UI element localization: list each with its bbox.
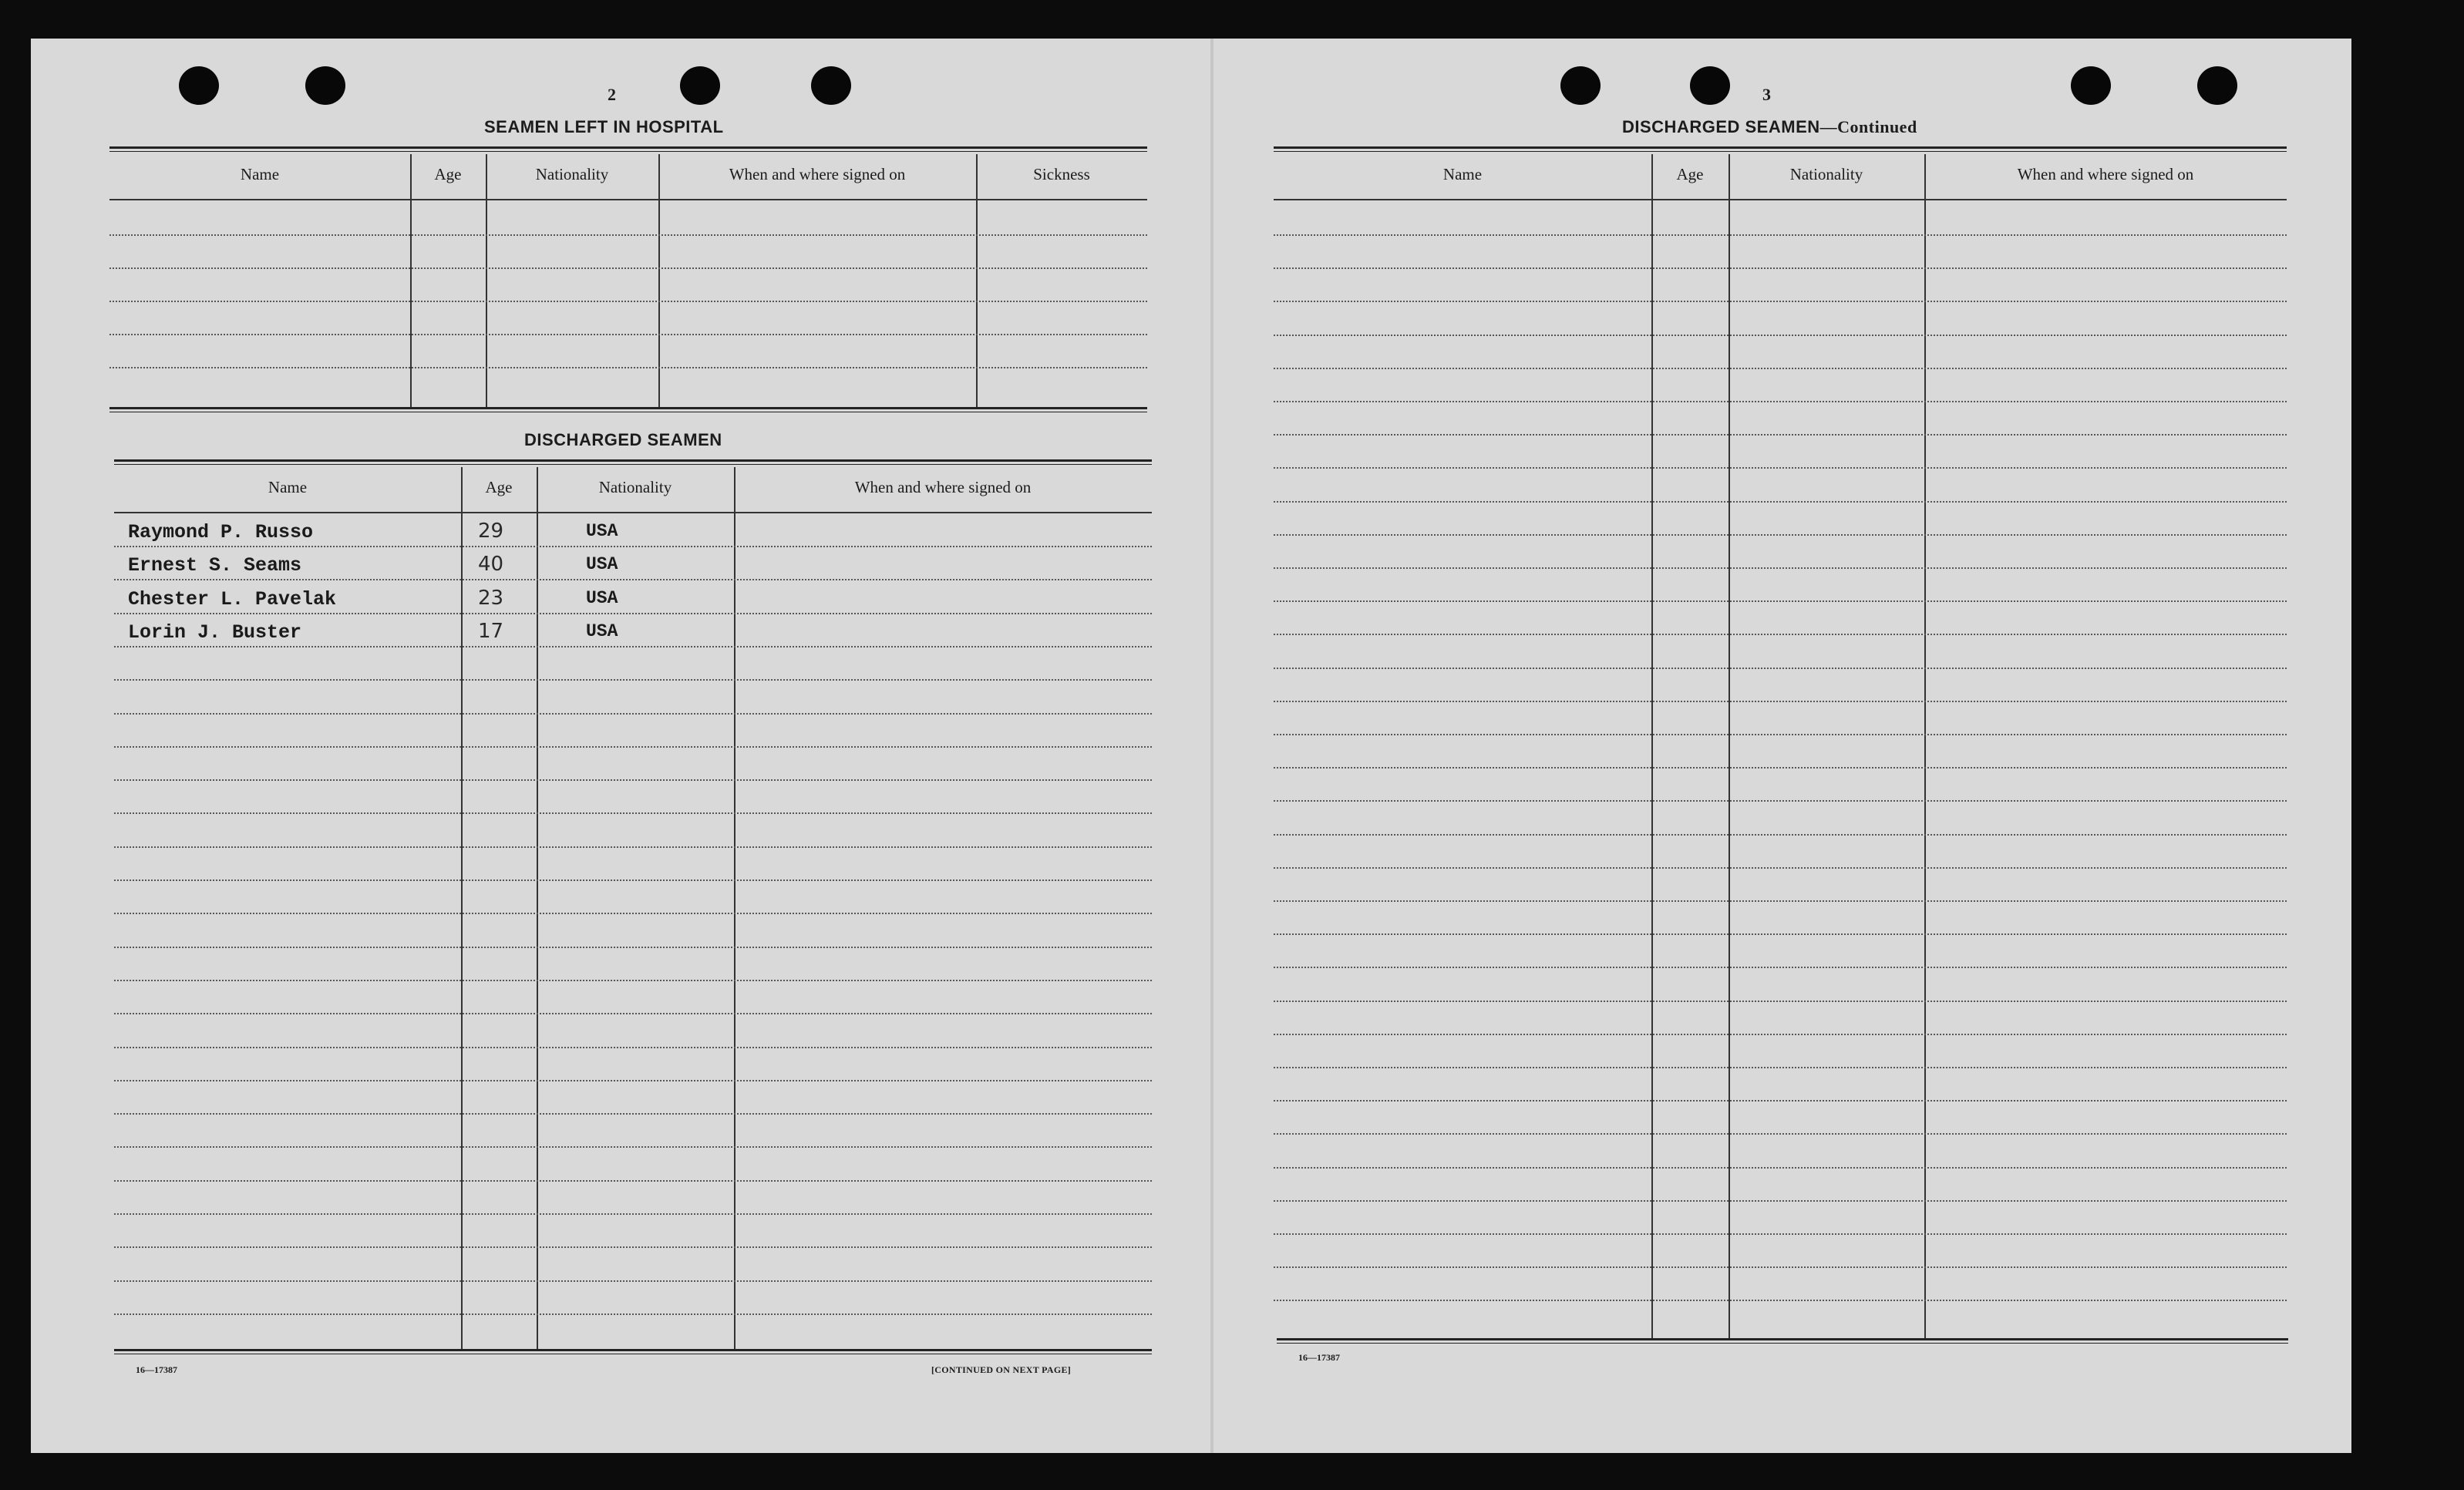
right-page	[1213, 39, 2351, 1453]
ruled-line	[114, 546, 1152, 547]
page-number: 3	[1762, 85, 1771, 104]
ruled-line	[114, 646, 1152, 647]
header-rule	[109, 146, 1147, 152]
footer-rule	[114, 1349, 1152, 1354]
column-header: When and where signed on	[2017, 165, 2194, 183]
ruled-line	[114, 846, 1152, 848]
ruled-line	[1274, 1001, 2287, 1002]
ruled-line	[1274, 800, 2287, 802]
form-code: 16—17387	[136, 1364, 177, 1375]
ruled-line	[1274, 1300, 2287, 1301]
continued-note: [CONTINUED ON NEXT PAGE]	[931, 1364, 1072, 1375]
column-divider	[1651, 154, 1653, 1338]
ruled-line	[109, 234, 1147, 236]
section-title-suffix: —Continued	[1819, 117, 1917, 136]
column-header: Name	[268, 478, 308, 496]
seaman-name: Ernest S. Seams	[128, 554, 302, 577]
section-rule	[109, 407, 1147, 412]
ruled-line	[114, 613, 1152, 614]
column-divider	[537, 467, 538, 1349]
ruled-line	[114, 913, 1152, 914]
document-sheet	[31, 39, 2351, 1453]
ruled-line	[1274, 734, 2287, 735]
column-divider	[976, 154, 978, 407]
ruled-line	[1274, 834, 2287, 836]
ruled-line	[114, 880, 1152, 881]
column-divider	[486, 154, 487, 407]
column-header: Age	[485, 478, 513, 496]
column-header: Age	[1676, 165, 1704, 183]
ruled-line	[1274, 534, 2287, 536]
ruled-line	[114, 713, 1152, 715]
seaman-age: 40	[478, 553, 504, 577]
seaman-nationality: USA	[586, 521, 618, 541]
form-code: 16—17387	[1298, 1352, 1340, 1363]
ruled-line	[1274, 368, 2287, 369]
ruled-line	[1274, 467, 2287, 469]
column-header: When and where signed on	[729, 165, 906, 183]
page-number: 2	[608, 85, 616, 104]
ruled-line	[109, 367, 1147, 368]
ruled-line	[1274, 401, 2287, 402]
ruled-line	[1274, 1233, 2287, 1235]
footer-rule	[1277, 1338, 2288, 1344]
ruled-line	[114, 579, 1152, 580]
seaman-nationality: USA	[586, 621, 618, 641]
ruled-line	[114, 1146, 1152, 1148]
ruled-line	[1274, 701, 2287, 702]
column-header: Sickness	[1033, 165, 1090, 183]
column-divider	[658, 154, 660, 407]
column-header: Name	[240, 165, 280, 183]
ruled-line	[1274, 1100, 2287, 1102]
ruled-line	[1274, 634, 2287, 635]
ruled-line	[1274, 1167, 2287, 1169]
seaman-name: Lorin J. Buster	[128, 621, 302, 644]
column-header: Nationality	[535, 165, 609, 183]
header-rule	[114, 459, 1152, 465]
ruled-line	[1274, 301, 2287, 302]
continued-section-title	[1622, 117, 1917, 137]
ruled-line	[114, 812, 1152, 814]
ruled-line	[1274, 867, 2287, 869]
seaman-age: 17	[478, 619, 504, 643]
ruled-line	[1274, 933, 2287, 935]
ruled-line	[114, 1280, 1152, 1282]
ruled-line	[114, 1246, 1152, 1248]
ruled-line	[1274, 267, 2287, 269]
column-header: Name	[1442, 165, 1483, 183]
column-divider	[410, 154, 412, 407]
ruled-line	[114, 1013, 1152, 1014]
ruled-line	[1274, 1266, 2287, 1268]
ruled-line	[114, 679, 1152, 681]
ruled-line	[1274, 767, 2287, 769]
seaman-age: 29	[478, 520, 504, 543]
ruled-line	[1274, 600, 2287, 602]
discharged-section-title: DISCHARGED SEAMEN	[524, 430, 722, 449]
header-divider	[109, 199, 1147, 200]
ruled-line	[1274, 1200, 2287, 1202]
column-header: When and where signed on	[854, 478, 1032, 496]
ruled-line	[114, 1080, 1152, 1081]
ruled-line	[1274, 434, 2287, 436]
ruled-line	[1274, 567, 2287, 569]
ruled-line	[114, 779, 1152, 781]
ruled-line	[114, 1113, 1152, 1115]
seaman-age: 23	[478, 586, 504, 610]
column-header: Nationality	[598, 478, 672, 496]
column-divider	[734, 467, 735, 1349]
seaman-name: Chester L. Pavelak	[128, 587, 337, 610]
section-title-text: DISCHARGED SEAMEN	[1622, 117, 1820, 136]
ruled-line	[109, 267, 1147, 269]
ruled-line	[1274, 1034, 2287, 1035]
ruled-line	[114, 947, 1152, 948]
ruled-line	[1274, 668, 2287, 669]
left-page	[31, 39, 1210, 1453]
ruled-line	[109, 334, 1147, 335]
ruled-line	[1274, 501, 2287, 503]
column-divider	[1924, 154, 1926, 1338]
header-divider	[114, 512, 1152, 513]
ruled-line	[114, 746, 1152, 748]
header-divider	[1274, 199, 2287, 200]
seaman-nationality: USA	[586, 554, 618, 575]
header-rule	[1274, 146, 2287, 152]
ruled-line	[1274, 335, 2287, 336]
column-header: Age	[434, 165, 462, 183]
column-header: Nationality	[1789, 165, 1863, 183]
ruled-line	[1274, 900, 2287, 902]
ruled-line	[109, 301, 1147, 302]
ruled-line	[1274, 967, 2287, 968]
ruled-line	[1274, 1133, 2287, 1135]
column-divider	[1729, 154, 1730, 1338]
ruled-line	[114, 1180, 1152, 1182]
ruled-line	[1274, 234, 2287, 236]
seaman-nationality: USA	[586, 587, 618, 608]
ruled-line	[114, 1213, 1152, 1215]
ruled-line	[114, 1313, 1152, 1315]
seaman-name: Raymond P. Russo	[128, 521, 314, 543]
ruled-line	[114, 1047, 1152, 1048]
ruled-line	[1274, 1067, 2287, 1068]
column-divider	[461, 467, 463, 1349]
hospital-section-title: SEAMEN LEFT IN HOSPITAL	[484, 117, 724, 136]
ruled-line	[114, 980, 1152, 981]
